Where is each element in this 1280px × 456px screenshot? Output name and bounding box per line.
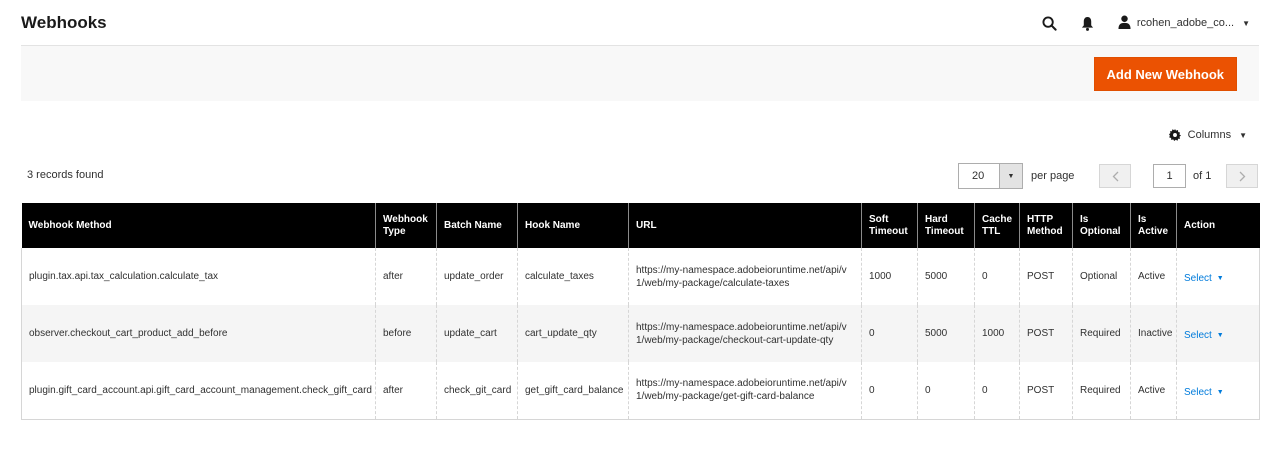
cell-webhook-type: after (376, 248, 437, 305)
cell-hard-timeout: 5000 (918, 248, 975, 305)
current-page-input[interactable]: 1 (1153, 164, 1186, 188)
row-action-select[interactable] (1184, 386, 1224, 399)
cell-webhook-type: before (376, 305, 437, 362)
page-title: Webhooks (21, 13, 107, 32)
cell-hook-name: cart_update_qty (518, 305, 629, 362)
column-header[interactable]: Hard Timeout (918, 203, 975, 248)
cell-hard-timeout: 5000 (918, 305, 975, 362)
cell-hard-timeout: 0 (918, 362, 975, 419)
column-header[interactable]: Webhook Method (22, 203, 376, 248)
cell-soft-timeout: 0 (862, 305, 918, 362)
webhooks-grid (21, 203, 1260, 420)
user-menu[interactable] (1118, 15, 1250, 32)
cell-batch-name: check_git_card (437, 362, 518, 419)
cell-webhook-method: plugin.tax.api.tax_calculation.calculate_tax (22, 248, 376, 305)
cell-url: https://my-namespace.adobeioruntime.net/api/v1/web/my-package/calculate-taxes (629, 248, 862, 305)
row-action-label: Select (1184, 386, 1212, 398)
cell-is-optional: Required (1073, 362, 1131, 419)
chevron-left-icon (1112, 171, 1119, 182)
chevron-down-icon: ▼ (1239, 130, 1247, 140)
cell-url: https://my-namespace.adobeioruntime.net/api/v1/web/my-package/checkout-cart-update-qty (629, 305, 862, 362)
column-header[interactable]: Soft Timeout (862, 203, 918, 248)
cell-webhook-method: plugin.gift_card_account.api.gift_card_account_management.check_gift_card (22, 362, 376, 419)
cell-is-active: Active (1131, 362, 1177, 419)
previous-page-button[interactable] (1099, 164, 1131, 188)
chevron-right-icon (1239, 171, 1246, 182)
column-header[interactable]: Is Optional (1073, 203, 1131, 248)
column-header[interactable]: Batch Name (437, 203, 518, 248)
chevron-down-icon: ▼ (1242, 18, 1250, 28)
row-action-select[interactable] (1184, 272, 1224, 285)
page-count: of 1 (1193, 170, 1212, 182)
search-icon[interactable] (1040, 13, 1060, 33)
cell-webhook-method: observer.checkout_cart_product_add_before (22, 305, 376, 362)
bell-icon[interactable] (1078, 13, 1098, 33)
column-header[interactable]: HTTP Method (1020, 203, 1073, 248)
cell-batch-name: update_cart (437, 305, 518, 362)
cell-webhook-type: after (376, 362, 437, 419)
cell-http-method: POST (1020, 362, 1073, 419)
cell-cache-ttl: 0 (975, 248, 1020, 305)
row-action-label: Select (1184, 330, 1212, 341)
column-header[interactable]: Is Active (1131, 203, 1177, 248)
cell-is-active: Inactive (1131, 305, 1177, 362)
cell-url: https://my-namespace.adobeioruntime.net/api/v1/web/my-package/get-gift-card-balance (629, 362, 862, 419)
chevron-down-icon: ▼ (1216, 275, 1224, 282)
cell-soft-timeout: 1000 (862, 248, 918, 305)
column-header: Action (1177, 203, 1260, 248)
columns-control[interactable] (1169, 129, 1247, 141)
table-row[interactable] (22, 305, 1260, 362)
cell-is-active: Active (1131, 248, 1177, 305)
cell-cache-ttl: 0 (975, 362, 1020, 419)
header-actions (1040, 12, 1250, 34)
table-row[interactable] (22, 248, 1260, 305)
per-page-label: per page (1031, 170, 1075, 182)
cell-is-optional: Optional (1073, 248, 1131, 305)
table-row[interactable] (22, 362, 1260, 419)
column-header[interactable]: URL (629, 203, 862, 248)
cell-action (1177, 248, 1260, 305)
per-page-select[interactable] (958, 163, 1023, 189)
row-action-label: Select (1184, 273, 1212, 284)
column-header[interactable]: Webhook Type (376, 203, 437, 248)
add-new-webhook-button[interactable]: Add New Webhook (1094, 57, 1237, 91)
cell-soft-timeout: 0 (862, 362, 918, 419)
grid-header-row (22, 203, 1260, 248)
cell-cache-ttl: 1000 (975, 305, 1020, 362)
columns-label: Columns (1187, 129, 1232, 141)
cell-is-optional: Required (1073, 305, 1131, 362)
next-page-button[interactable] (1226, 164, 1258, 188)
cell-action (1177, 362, 1260, 419)
cell-http-method: POST (1020, 248, 1073, 305)
chevron-down-icon: ▼ (1216, 388, 1224, 396)
chevron-down-icon: ▼ (1216, 332, 1224, 339)
cell-hook-name: calculate_taxes (518, 248, 629, 305)
records-found: 3 records found (27, 169, 104, 181)
per-page-value: 20 (972, 170, 985, 182)
user-icon (1118, 15, 1131, 32)
column-header[interactable]: Hook Name (518, 203, 629, 248)
row-action-select[interactable] (1184, 329, 1224, 342)
chevron-down-icon[interactable]: ▼ (999, 164, 1022, 188)
cell-action (1177, 305, 1260, 362)
gear-icon (1169, 129, 1181, 141)
page-actions-bar (21, 45, 1259, 101)
cell-hook-name: get_gift_card_balance (518, 362, 629, 419)
column-header[interactable]: Cache TTL (975, 203, 1020, 248)
cell-batch-name: update_order (437, 248, 518, 305)
cell-http-method: POST (1020, 305, 1073, 362)
user-name: rcohen_adobe_co... (1136, 17, 1235, 29)
